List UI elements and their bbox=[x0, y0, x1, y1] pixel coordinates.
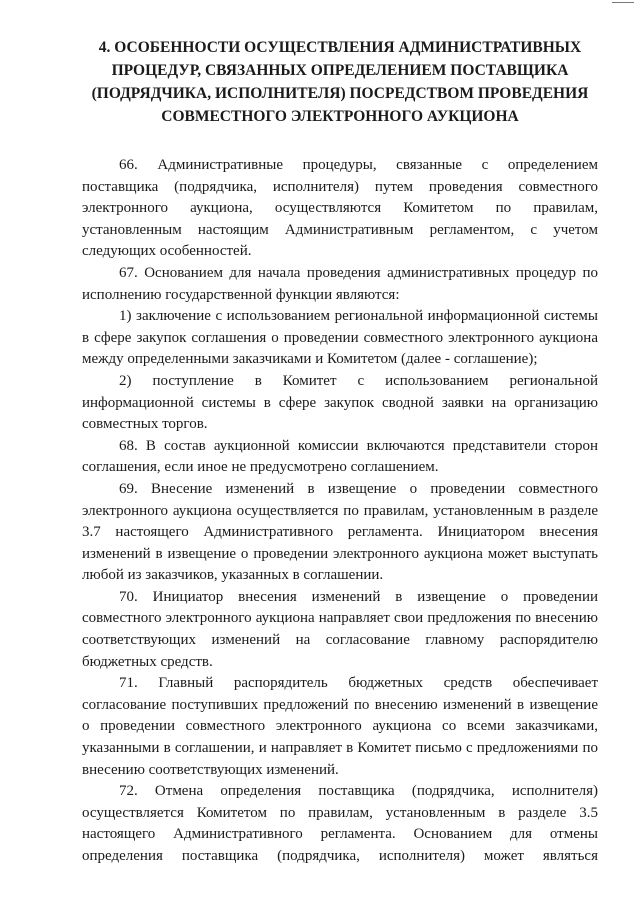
paragraph-68: 68. В состав аукционной комиссии включаются представители сторон соглашения, если иное не предусмотрено соглашением. bbox=[82, 437, 598, 476]
paragraph-70: 70. Инициатор внесения изменений в извещение о проведении совместного электронного аукциона направляет свои предложения по внесению соответствующих изменений на согласование главному распорядителю бюджетных средств. bbox=[82, 588, 598, 670]
paragraph-67: 67. Основанием для начала проведения административных процедур по исполнению государственной функции являются: bbox=[82, 264, 598, 303]
paragraph-69: 69. Внесение изменений в извещение о проведении совместного электронного аукциона осуществляется по правилам, установленным в разделе 3.7 настоящего Административного регламента. Инициатором внесения изменений в извещение о проведении электронного аукциона может выступать любой из заказчиков, указанных в соглашении. bbox=[82, 480, 598, 584]
section-heading: 4. ОСОБЕННОСТИ ОСУЩЕСТВЛЕНИЯ АДМИНИСТРАТИВНЫХ ПРОЦЕДУР, СВЯЗАННЫХ ОПРЕДЕЛЕНИЕМ ПОСТАВЩИКА (ПОДРЯДЧИКА, ИСПОЛНИТЕЛЯ) ПОСРЕДСТВОМ ПРОВЕДЕНИЯ СОВМЕСТНОГО ЭЛЕКТРОННОГО АУКЦИОНА bbox=[91, 39, 589, 125]
paragraph-67-item-2: 2) поступление в Комитет с использованием региональной информационной системы в сфере закупок сводной заявки на организацию совместных торгов. bbox=[82, 372, 598, 433]
paragraph-66: 66. Административные процедуры, связанные с определением поставщика (подрядчика, исполнителя) путем проведения совместного электронного аукциона, осуществляются Комитетом по правилам, установленным настоящим Административным регламентом, с учетом следующих особенностей. bbox=[82, 157, 598, 260]
paragraph-71: 71. Главный распорядитель бюджетных средств обеспечивает согласование поступивших предложений по внесению изменений в извещение о проведении совместного электронного аукциона со всеми заказчиками, указанными в соглашении, и направляет в Комитет письмо с предложениями по внесению соответствующих изменений. bbox=[82, 675, 598, 778]
document-page bbox=[82, 36, 598, 868]
paragraph-67-item-1: 1) заключение с использованием региональной информационной системы в сфере закупок соглашения о проведении совместного электронного аукциона между определенными заказчиками и Комитетом (далее - соглашение); bbox=[82, 308, 598, 368]
scan-edge-mark bbox=[612, 2, 634, 3]
paragraph-72: 72. Отмена определения поставщика (подрядчика, исполнителя) осуществляется Комитетом по правилам, установленным в разделе 3.5 настоящего Административного регламента. Основанием для отмены определения поставщика (подрядчика, исполнителя) может являться bbox=[82, 783, 598, 864]
